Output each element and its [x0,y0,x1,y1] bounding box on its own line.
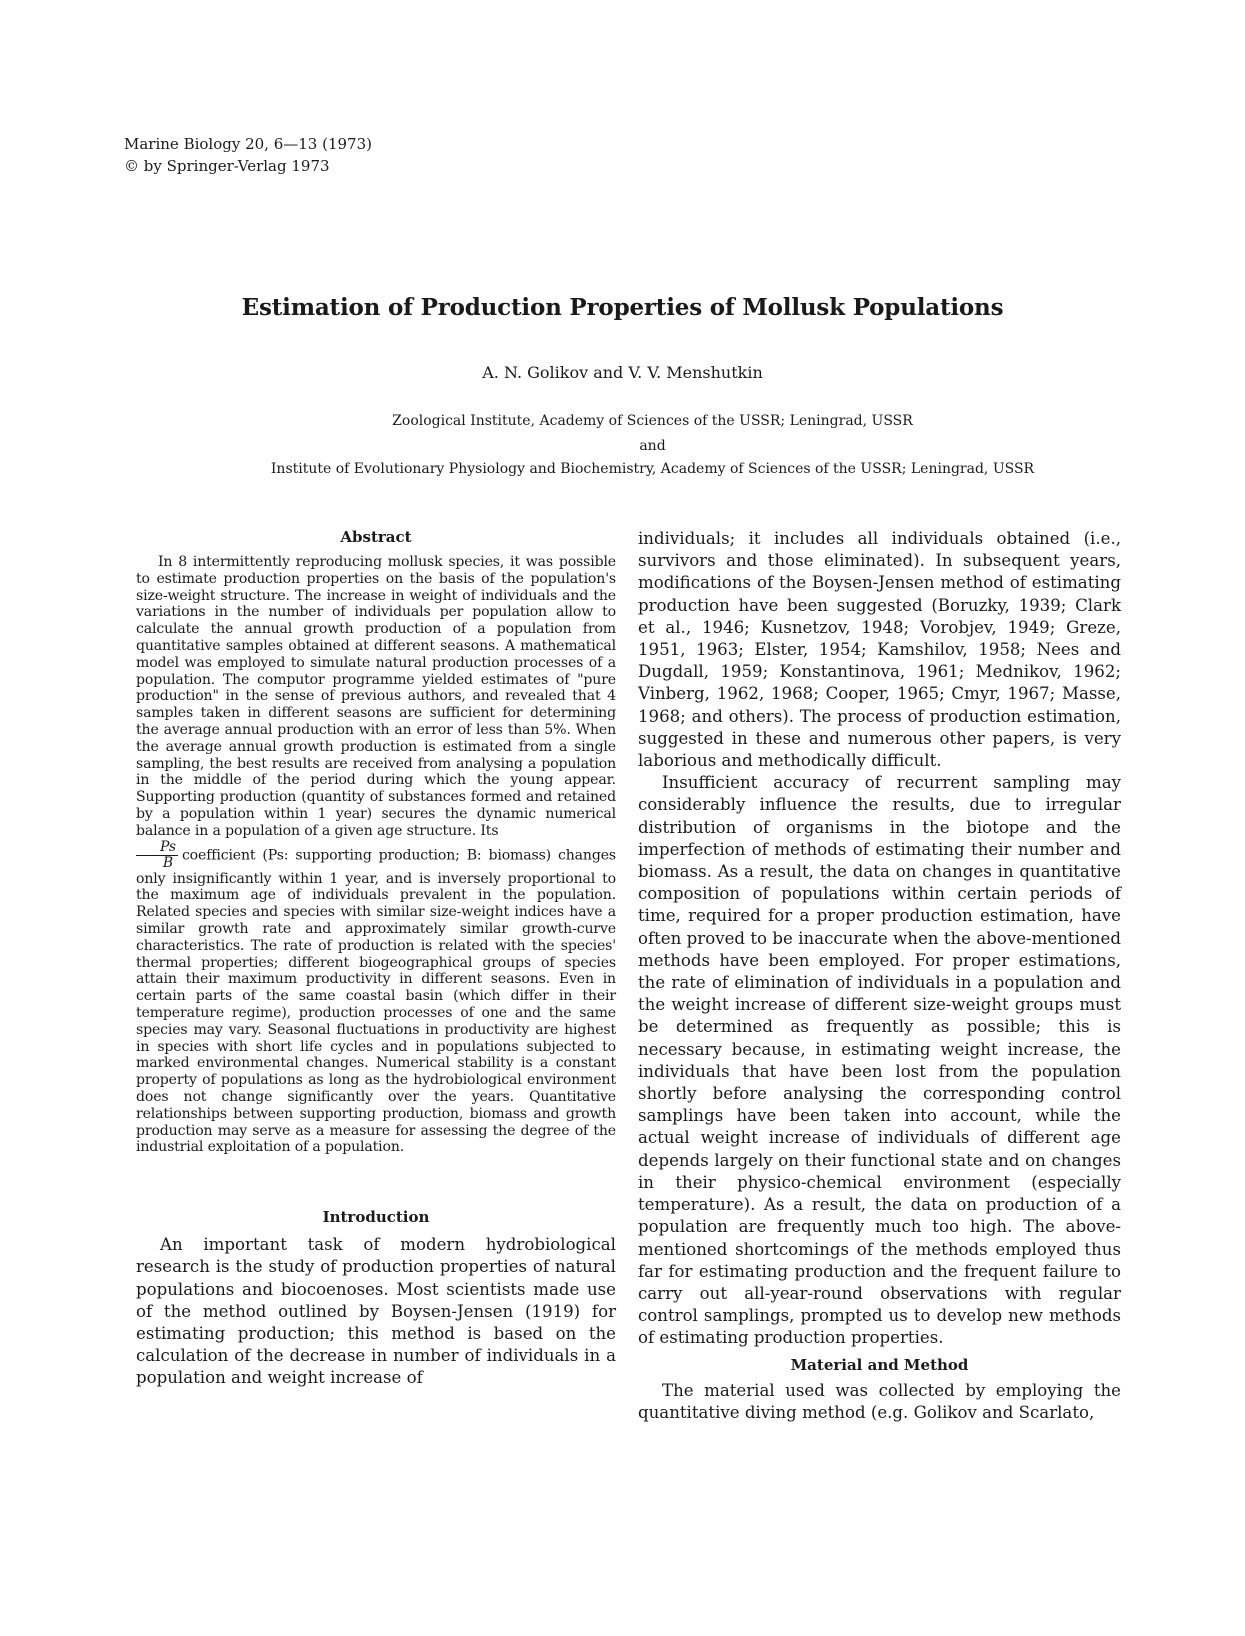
affiliation-and: and [639,438,666,454]
copyright-line: © by Springer-Verlag 1973 [124,157,330,175]
fraction-numerator: Ps [136,840,178,856]
right-column [638,528,1121,1424]
introduction-paragraph-1-continued: individuals; it includes all individuals obtained (i.e., survivors and those eliminated). In subsequent years, modifications of the Boysen-Jensen method of estimating production have been suggested (Boruzky, 1939; Clark et al., 1946; Kusnetzov, 1948; Vorobjev, 1949; Greze, 1951, 1963; Elster, 1954; Kamshilov, 1958; Nees and Dugdall, 1959; Konstantinova, 1961; Mednikov, 1962; Vinberg, 1962, 1968; Cooper, 1965; Cmyr, 1967; Masse, 1968; and others). The process of production estimation, suggested in these and numerous other papers, is very laborious and methodically difficult. [638,529,1121,771]
abstract-heading: Abstract [340,528,412,546]
affiliation-first: Zoological Institute, Academy of Sciences of the USSR; Leningrad, USSR [392,413,913,429]
fraction-denominator: B [162,854,174,871]
abstract-part2: coefficient (Ps: supporting production; B: biomass) changes only insignificantly within 1 year, and is inversely proportional to the maximum age of individuals prevalent in the population. Related species and species with similar size-weight indices have a similar growth rate and approximately similar growth-curve characteristics. The rate of production is related with the species' thermal properties; different biogeographical groups of species attain their maximum productivity in different seasons. Even in certain parts of the same coastal basin (which differ in their temperature regime), production processes of one and the same species may vary. Seasonal fluctuations in productivity are highest in species with short life cycles and in populations subjected to marked environmental changes. Numerical stability is a constant property of populations as long as the hydrobiological environment does not change significantly over the years. Quantitative relationships between supporting production, biomass and growth production may serve as a measure for assessing the degree of the industrial exploitation of a population. [136,847,616,1156]
introduction-heading: Introduction [322,1208,430,1227]
left-column [136,528,616,1390]
journal-line: Marine Biology 20, 6—13 (1973) [124,135,372,153]
abstract-body [136,554,616,1156]
paper-title: Estimation of Production Properties of Mollusk Populations [241,294,1004,321]
affiliation-second: Institute of Evolutionary Physiology and Biochemistry, Academy of Sciences of the USSR; Leningrad, USSR [270,461,1035,477]
introduction-paragraph-2: Insufficient accuracy of recurrent sampling may considerably influence the results, due to irregular distribution of organisms in the biotope and the imperfection of methods of estimating their number and biomass. As a result, the data on changes in quantitative composition of populations within certain periods of time, required for a proper production estimation, have often proved to be inaccurate when the above-mentioned methods have been employed. For proper estimations, the rate of elimination of individuals in a population and the weight increase of different size-weight groups must be determined as frequently as possible; this is necessary because, in estimating weight increase, the individuals that have been lost from the population shortly before analysing the corresponding control samplings have been taken into account, while the actual weight increase of individuals of different age depends largely on their functional state and on changes in their physico-chemical environment (especially temperature). As a result, the data on production of a population are frequently much too high. The above-mentioned shortcomings of the methods employed thus far for estimating production and the frequent failure to carry out all-year-round observations with regular control samplings, prompted us to develop new methods of estimating production properties. [638,773,1121,1348]
abstract-part1: In 8 intermittently reproducing mollusk species, it was possible to estimate production properties on the basis of the population's size-weight structure. The increase in weight of individuals and the variations in the number of individuals per population allow to calculate the annual growth production of a population from quantitative samples obtained at different seasons. A mathematical model was employed to simulate natural production processes of a population. The computor programme yielded estimates of "pure production" in the sense of previous authors, and revealed that 4 samples taken in different seasons are sufficient for determining the average annual production with an error of less than 5%. When the average annual growth production is estimated from a single sampling, the best results are received from analysing a population in the middle of the period during which the young appear. Supporting production (quantity of substances formed and retained by a population within 1 year) secures the dynamic numerical balance in a population of a given age structure. Its [136,554,616,839]
material-method-heading: Material and Method [790,1355,969,1374]
material-method-paragraph-1: The material used was collected by employing the quantitative diving method (e.g. Golikov and Scarlato, [638,1380,1121,1422]
introduction-paragraph-1: An important task of modern hydrobiological research is the study of production properties of natural populations and biocoenoses. Most scientists made use of the method outlined by Boysen-Jensen (1919) for estimating production; this method is based on the calculation of the decrease in number of individuals in a population and weight increase of [136,1235,616,1388]
journal-citation [124,133,372,177]
authors: A. N. Golikov and V. V. Menshutkin [482,363,763,382]
ps-over-b-fraction [136,840,178,871]
